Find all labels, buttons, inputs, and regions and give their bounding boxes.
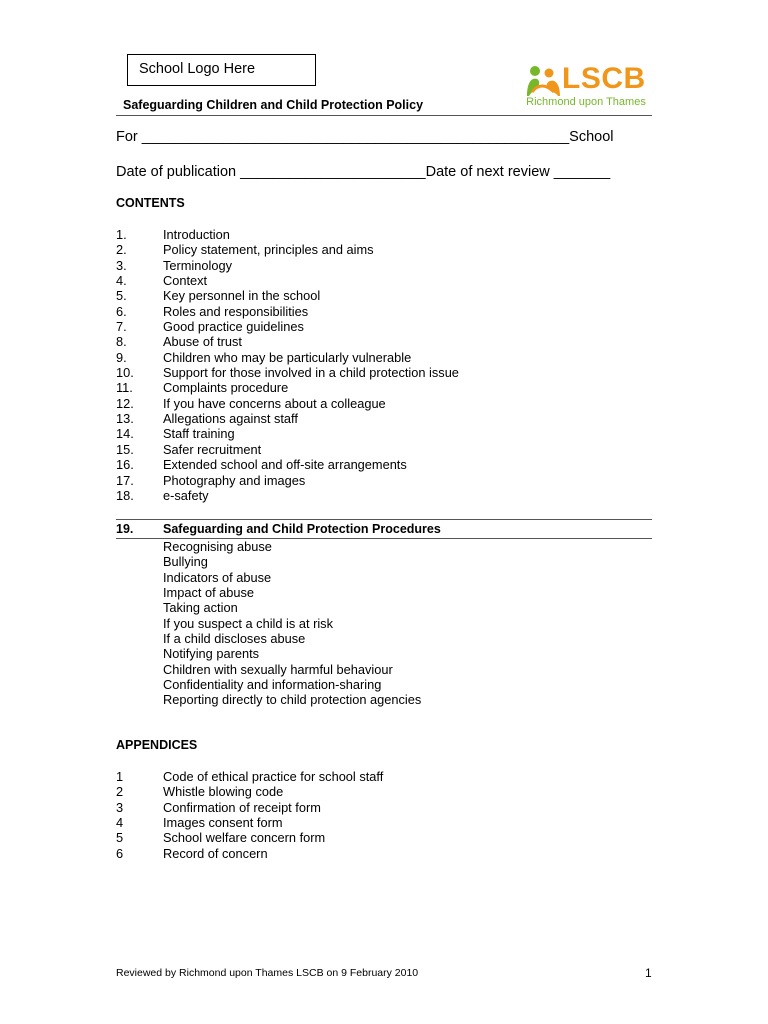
section-divider [116, 519, 652, 520]
school-logo-placeholder: School Logo Here [127, 54, 316, 86]
appendices-heading: APPENDICES [116, 738, 198, 752]
publication-date-field: Date of publication _______________________Date of next review _______ [116, 164, 611, 180]
page-number: 1 [645, 966, 652, 980]
lscb-logo [522, 64, 650, 114]
lscb-subtitle: Richmond upon Thames [526, 96, 646, 108]
title-divider [116, 115, 652, 116]
lscb-wordmark: LSCB [562, 62, 646, 95]
contents-heading: CONTENTS [116, 196, 185, 210]
footer-review-note: Reviewed by Richmond upon Thames LSCB on 9 February 2010 [116, 967, 419, 979]
document-page: School Logo Here LSCB Richmond upon Thames Safeguarding Children and Child Protection Policy For _____________________________________________________School Date of publication _______________________Date of next review _______ CONTENTS 1. Introduction 2. Policy statement, principles and aims 3. Terminology 4. Context 5. Key personnel in the school 6. Roles and responsibilities 7. Good practice guidelines 8. Abuse of trust 9. Children who may be particularly vulnerable 10. Support for those involved in a child protection issue 11. Complaints procedure 12. If you have concerns about a colleague 13. Allegations against staff 14. Staff training 15. Safer recruitment 16. Extended school and off-site arrangements 17. Photography and images 18. e-safety 19. Safeguarding and Child Protection Procedures Recognising abuse Bullying Indicators of abuse Impact of abuse Taking action If you suspect a child is at risk If a child discloses abuse Notifying parents Children with sexually harmful behaviour Confidentiality and information-sharing Reporting directly to child protection agencies APPENDICES 1 Code of ethical practice for school staff 2 Whistle blowing code 3 Confirmation of receipt form 4 Images consent form 5 School welfare concern form 6 Record of concern Reviewed by Richmond upon Thames LSCB on 9 February 2010 1 [0, 0, 768, 1024]
lscb-people-icon [524, 64, 562, 98]
school-name-field: For _____________________________________________________School [116, 129, 614, 145]
document-title: Safeguarding Children and Child Protection Policy [123, 98, 424, 112]
